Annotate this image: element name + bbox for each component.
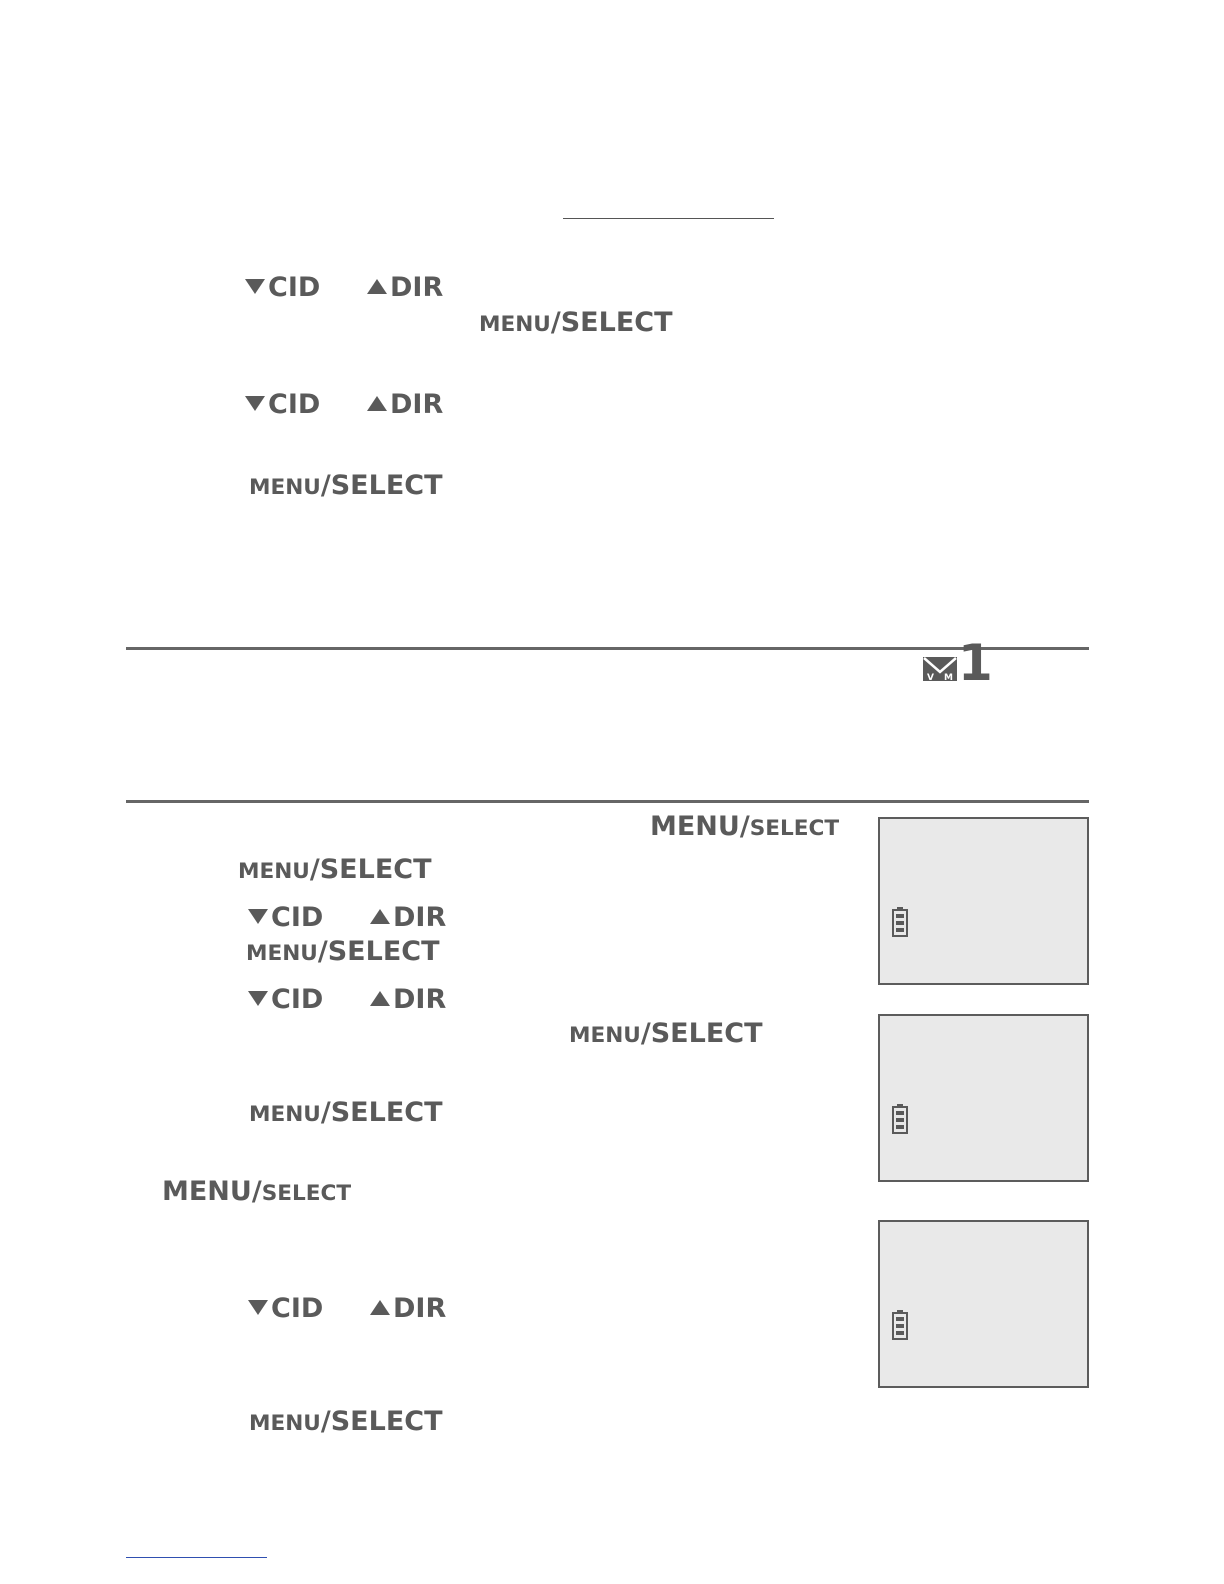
lcd-screen-1 (878, 817, 1089, 985)
menu-select-key-7: MENU/SELECT (249, 1097, 443, 1128)
dir-key-2: DIR (367, 391, 443, 418)
menu-select-key-9: MENU/SELECT (249, 1406, 443, 1437)
lcd-screen-2 (878, 1014, 1089, 1182)
footer-link-underline[interactable] (126, 1557, 267, 1558)
lcd-screen-3 (878, 1220, 1089, 1388)
menu-select-key-5: MENU/SELECT (246, 936, 440, 967)
up-arrow-icon (367, 396, 387, 411)
down-arrow-icon (245, 279, 265, 294)
dir-key-5: DIR (370, 1295, 446, 1322)
down-arrow-icon (248, 1300, 268, 1315)
menu-select-key-2: MENU/SELECT (249, 470, 443, 501)
up-arrow-icon (367, 279, 387, 294)
cid-key-5: CID (248, 1295, 323, 1322)
menu-select-key-6: MENU/SELECT (569, 1018, 763, 1049)
voicemail-count: 1 (958, 634, 993, 692)
section-divider-bottom (126, 800, 1089, 803)
down-arrow-icon (248, 909, 268, 924)
menu-select-key-4: MENU/SELECT (238, 854, 432, 885)
cid-key-4: CID (248, 986, 323, 1013)
battery-icon (892, 1104, 908, 1134)
voicemail-envelope-icon (922, 644, 958, 684)
top-link-underline (563, 218, 774, 219)
battery-icon (892, 907, 908, 937)
dir-key-3: DIR (370, 904, 446, 931)
up-arrow-icon (370, 991, 390, 1006)
up-arrow-icon (370, 909, 390, 924)
cid-key-1: CID (245, 274, 320, 301)
menu-select-key-8: MENU/SELECT (162, 1176, 352, 1207)
vm-letter-m: M (944, 673, 953, 683)
dir-key-4: DIR (370, 986, 446, 1013)
menu-select-key-1: MENU/SELECT (479, 307, 673, 338)
cid-key-3: CID (248, 904, 323, 931)
vm-letter-v: V (927, 673, 934, 683)
battery-icon (892, 1310, 908, 1340)
down-arrow-icon (248, 991, 268, 1006)
down-arrow-icon (245, 396, 265, 411)
dir-key-1: DIR (367, 274, 443, 301)
menu-select-key-3: MENU/SELECT (650, 811, 840, 842)
up-arrow-icon (370, 1300, 390, 1315)
cid-key-2: CID (245, 391, 320, 418)
